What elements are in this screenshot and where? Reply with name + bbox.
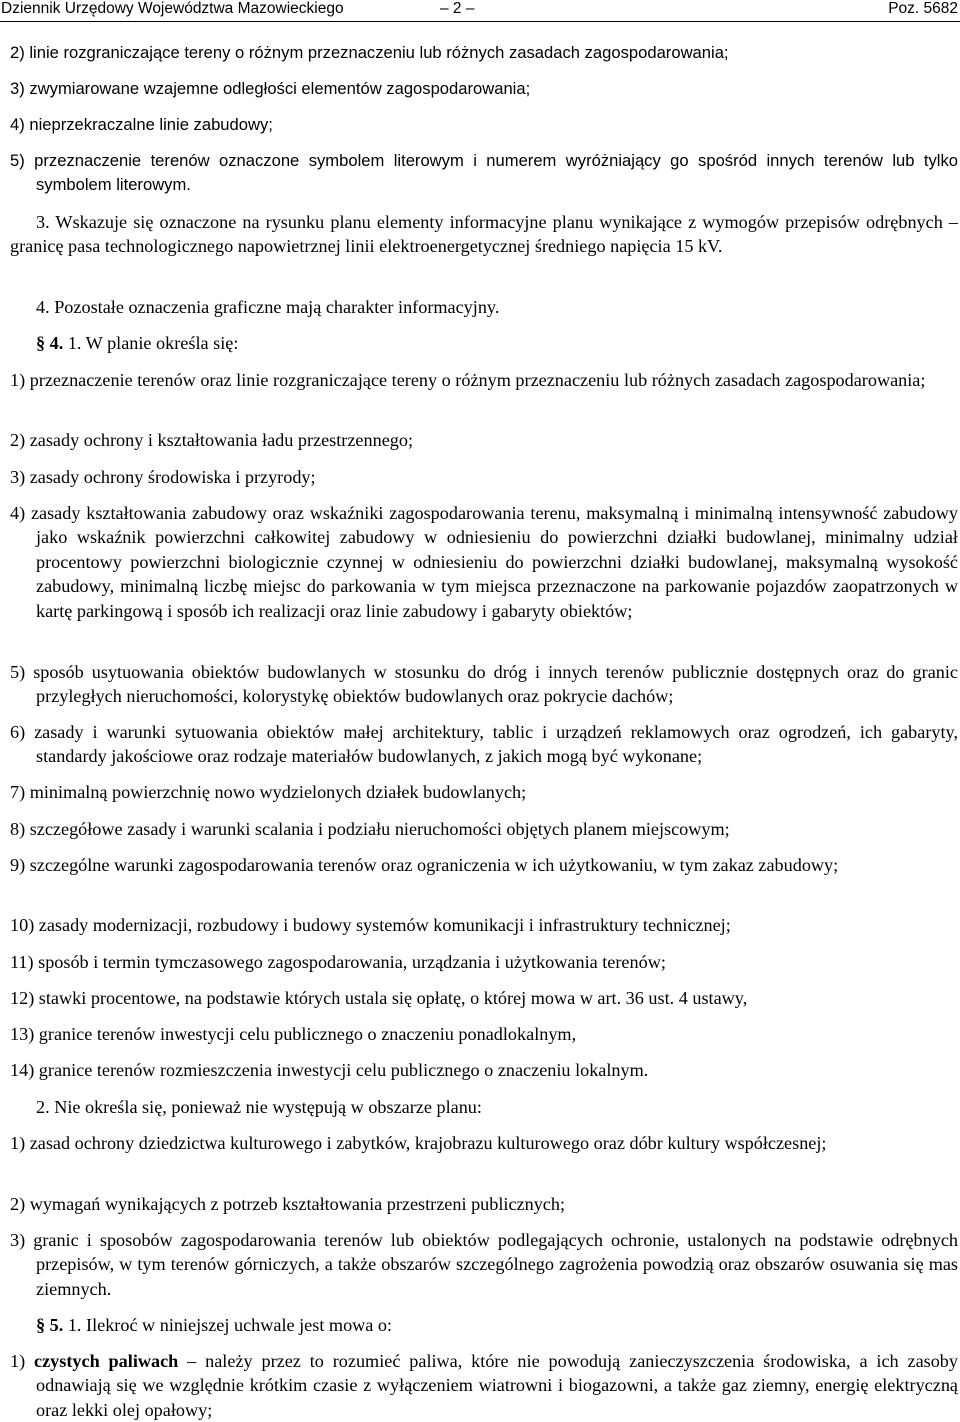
section-4-number: § 4.: [36, 333, 64, 353]
list-item: 13) granice terenów inwestycji celu publicznego o znaczeniu ponadlokalnym,: [10, 1024, 577, 1044]
list-item: 11) sposób i termin tymczasowego zagospodarowania, urządzania i użytkowania terenów;: [10, 952, 666, 972]
header-rule: [0, 21, 960, 22]
list-item: 1) zasad ochrony dziedzictwa kulturowego i zabytków, krajobrazu kulturowego oraz dóbr kultury współczesnej;: [10, 1133, 827, 1153]
paragraph-3: 3. Wskazuje się oznaczone na rysunku planu elementy informacyjne planu wynikające z wymogów przepisów odrębnych – granicę pasa technologicznego napowietrznej linii elektroenergetycznej średniego napięcia 15 kV.: [10, 212, 958, 257]
list-item: 2) zasady ochrony i kształtowania ładu przestrzennego;: [10, 430, 414, 450]
section-5-intro: [10, 1313, 958, 1337]
section-4-lead: 1. W planie określa się:: [63, 333, 239, 353]
page-header: [0, 0, 960, 22]
definition-item: [10, 1349, 958, 1422]
list-item: 5) przeznaczenie terenów oznaczone symbolem literowym i numerem wyróżniający go spośród innych terenów lub tylko symbolem literowym.: [10, 151, 958, 195]
section-4-intro: [10, 331, 958, 355]
list-item: 5) sposób usytuowania obiektów budowlanych w stosunku do dróg i innych terenów publicznie dostępnych oraz do granic przyległych nieruchomości, kolorystykę obiektów budowlanych oraz pokrycie dachów;: [10, 662, 958, 707]
definition-number: 1): [10, 1351, 35, 1371]
section-5-number: § 5.: [36, 1315, 64, 1335]
section-4-paragraph-2: 2. Nie określa się, ponieważ nie występują w obszarze planu:: [36, 1097, 482, 1117]
definition-term: czystych paliwach: [34, 1351, 179, 1371]
list-item: 9) szczególne warunki zagospodarowania terenów oraz ograniczenia w ich użytkowaniu, w tym zakaz zabudowy;: [10, 855, 839, 875]
list-item: 3) granic i sposobów zagospodarowania terenów lub obiektów podlegających ochronie, ustalonych na podstawie odrębnych przepisów, w tym terenów górniczych, a także obszarów szczególnego zagrożenia powodzią oraz obszarów osuwania się mas ziemnych.: [10, 1230, 958, 1299]
list-item: 3) zasady ochrony środowiska i przyrody;: [10, 467, 316, 487]
list-item: 10) zasady modernizacji, rozbudowy i budowy systemów komunikacji i infrastruktury technicznej;: [10, 915, 731, 935]
list-item: 2) wymagań wynikających z potrzeb kształtowania przestrzeni publicznych;: [10, 1194, 566, 1214]
list-item: 7) minimalną powierzchnię nowo wydzielonych działek budowlanych;: [10, 782, 527, 802]
page-number: – 2 –: [440, 0, 475, 17]
list-item: 12) stawki procentowe, na podstawie których ustala się opłatę, o której mowa w art. 36 ust. 4 ustawy,: [10, 988, 748, 1008]
paragraph-4: 4. Pozostałe oznaczenia graficzne mają charakter informacyjny.: [36, 297, 500, 317]
definition-text: – należy przez to rozumieć paliwa, które nie powodują zanieczyszczenia środowiska, a ich zasoby odnawiają się we względnie krótkim czasie z wyłączeniem wiatrowni i biogazowni, a także gaz ziemny, energię elektryczną oraz lekki olej opałowy;: [36, 1351, 958, 1420]
list-item: 1) przeznaczenie terenów oraz linie rozgraniczające tereny o różnym przeznaczeniu lub różnych zasadach zagospodarowania;: [10, 370, 926, 390]
list-item: 8) szczegółowe zasady i warunki scalania i podziału nieruchomości objętych planem miejscowym;: [10, 819, 730, 839]
list-item: 2) linie rozgraniczające tereny o różnym przeznaczeniu lub różnych zasadach zagospodarowania;: [10, 43, 729, 62]
list-item: 6) zasady i warunki sytuowania obiektów małej architektury, tablic i urządzeń reklamowych oraz ogrodzeń, ich gabaryty, standardy jakościowe oraz rodzaje materiałów budowlanych, z jakich mogą być wykonane;: [10, 722, 958, 767]
journal-title: Dziennik Urzędowy Województwa Mazowieckiego: [1, 0, 344, 17]
list-item: 14) granice terenów rozmieszczenia inwestycji celu publicznego o znaczeniu lokalnym.: [10, 1060, 649, 1080]
position-number: Poz. 5682: [888, 0, 958, 17]
list-item: 4) zasady kształtowania zabudowy oraz wskaźniki zagospodarowania terenu, maksymalną i minimalną intensywność zabudowy jako wskaźnik powierzchni całkowitej zabudowy w odniesieniu do powierzchni działki budowlanej, minimalny udział procentowy powierzchni biologicznie czynnej w odniesieniu do powierzchni działki budowlanej, maksymalną wysokość zabudowy, minimalną liczbę miejsc do parkowania w tym miejsca przeznaczone na parkowanie pojazdów zaopatrzonych w kartę parkingową i sposób ich realizacji oraz linie zabudowy i gabaryty obiektów;: [10, 503, 958, 621]
list-item: 4) nieprzekraczalne linie zabudowy;: [10, 115, 273, 134]
list-item: 3) zwymiarowane wzajemne odległości elementów zagospodarowania;: [10, 79, 531, 98]
section-5-lead: 1. Ilekroć w niniejszej uchwale jest mowa o:: [63, 1315, 393, 1335]
